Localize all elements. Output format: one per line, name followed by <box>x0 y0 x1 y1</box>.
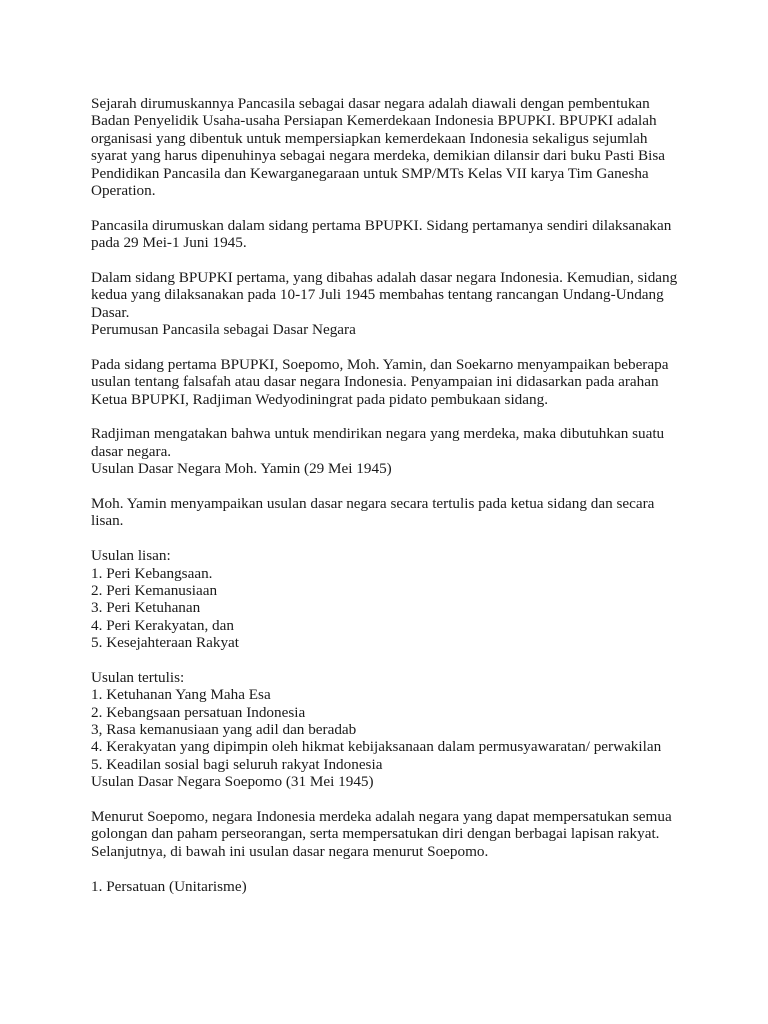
list-item: 1. Persatuan (Unitarisme) <box>91 877 247 895</box>
list-heading: Usulan tertulis: <box>91 668 185 686</box>
section-heading: Usulan Dasar Negara Soepomo (31 Mei 1945) <box>91 773 374 791</box>
list-item: 2. Peri Kemanusiaan <box>91 581 218 599</box>
text-line: pada 29 Mei-1 Juni 1945. <box>91 234 247 252</box>
paragraph-gap <box>91 199 691 216</box>
list-item: 1. Ketuhanan Yang Maha Esa <box>91 686 271 704</box>
paragraph-moh-yamin <box>91 495 691 530</box>
text-line: Dasar. <box>91 303 130 321</box>
text-line: syarat yang harus dipenuhinya sebagai negara merdeka, demikian dilansir dari buku Pasti Bisa <box>91 147 666 165</box>
list-item: 4. Peri Kerakyatan, dan <box>91 616 234 634</box>
paragraph-sidang-pertama <box>91 217 691 252</box>
paragraph-gap <box>91 338 691 355</box>
paragraph-gap <box>91 478 691 495</box>
list-item: 2. Kebangsaan persatuan Indonesia <box>91 703 306 721</box>
list-item: 5. Kesejahteraan Rakyat <box>91 634 240 652</box>
paragraph-radjiman <box>91 425 691 477</box>
paragraph-soepomo <box>91 808 691 860</box>
section-heading: Perumusan Pancasila sebagai Dasar Negara <box>91 321 356 339</box>
list-item: 5. Keadilan sosial bagi seluruh rakyat Indonesia <box>91 755 383 773</box>
section-heading: Usulan Dasar Negara Moh. Yamin (29 Mei 1945) <box>91 460 392 478</box>
text-line: Pancasila dirumuskan dalam sidang pertama BPUPKI. Sidang pertamanya sendiri dilaksanakan <box>91 216 672 234</box>
text-line: dasar negara. <box>91 442 172 460</box>
list-heading: Usulan lisan: <box>91 547 171 565</box>
text-line: Sejarah dirumuskannya Pancasila sebagai dasar negara adalah diawali dengan pembentukan <box>91 95 650 112</box>
list-item: 4. Kerakyatan yang dipimpin oleh hikmat kebijaksanaan dalam permusyawaratan/ perwakilan <box>91 738 662 756</box>
list-item: 3. Peri Ketuhanan <box>91 599 201 617</box>
paragraph-gap <box>91 791 691 808</box>
text-line: Dalam sidang BPUPKI pertama, yang dibahas adalah dasar negara Indonesia. Kemudian, sidang <box>91 268 678 286</box>
paragraph-gap <box>91 252 691 269</box>
text-line: Ketua BPUPKI, Radjiman Wedyodiningrat pada pidato pembukaan sidang. <box>91 390 548 408</box>
text-line: kedua yang dilaksanakan pada 10-17 Juli 1945 membahas tentang rancangan Undang-Undang <box>91 286 664 304</box>
text-line: lisan. <box>91 512 124 530</box>
document-page <box>91 95 691 895</box>
list-usulan-tertulis <box>91 669 691 791</box>
text-line: Radjiman mengatakan bahwa untuk mendirikan negara yang merdeka, maka dibutuhkan suatu <box>91 425 665 443</box>
paragraph-gap <box>91 408 691 425</box>
text-line: Badan Penyelidik Usaha-usaha Persiapan Kemerdekaan Indonesia BPUPKI. BPUPKI adalah <box>91 112 657 130</box>
paragraph-pembentukan-bpupki <box>91 95 691 199</box>
paragraph-gap <box>91 530 691 547</box>
text-line: Menurut Soepomo, negara Indonesia merdeka adalah negara yang dapat mempersatukan semua <box>91 808 672 826</box>
text-line: golongan dan paham perseorangan, serta mempersatukan diri dengan berbagai lapisan rakyat. <box>91 825 660 843</box>
text-line: usulan tentang falsafah atau dasar negara Indonesia. Penyampaian ini didasarkan pada arahan <box>91 373 659 391</box>
list-item: 3, Rasa kemanusiaan yang adil dan beradab <box>91 721 357 739</box>
list-item: 1. Peri Kebangsaan. <box>91 564 213 582</box>
text-line: Selanjutnya, di bawah ini usulan dasar negara menurut Soepomo. <box>91 842 489 860</box>
list-usulan-soepomo <box>91 878 691 895</box>
text-line: Pada sidang pertama BPUPKI, Soepomo, Moh. Yamin, dan Soekarno menyampaikan beberapa <box>91 355 669 373</box>
paragraph-sidang-kedua <box>91 269 691 339</box>
paragraph-gap <box>91 860 691 877</box>
text-line: Operation. <box>91 181 156 199</box>
text-line: Pendidikan Pancasila dan Kewarganegaraan untuk SMP/MTs Kelas VII karya Tim Ganesha <box>91 164 649 182</box>
list-usulan-lisan <box>91 547 691 651</box>
paragraph-usulan-tokoh <box>91 356 691 408</box>
text-line: organisasi yang dibentuk untuk mempersiapkan kemerdekaan Indonesia sekaligus sejumlah <box>91 129 648 147</box>
paragraph-gap <box>91 652 691 669</box>
text-line: Moh. Yamin menyampaikan usulan dasar negara secara tertulis pada ketua sidang dan secara <box>91 494 655 512</box>
